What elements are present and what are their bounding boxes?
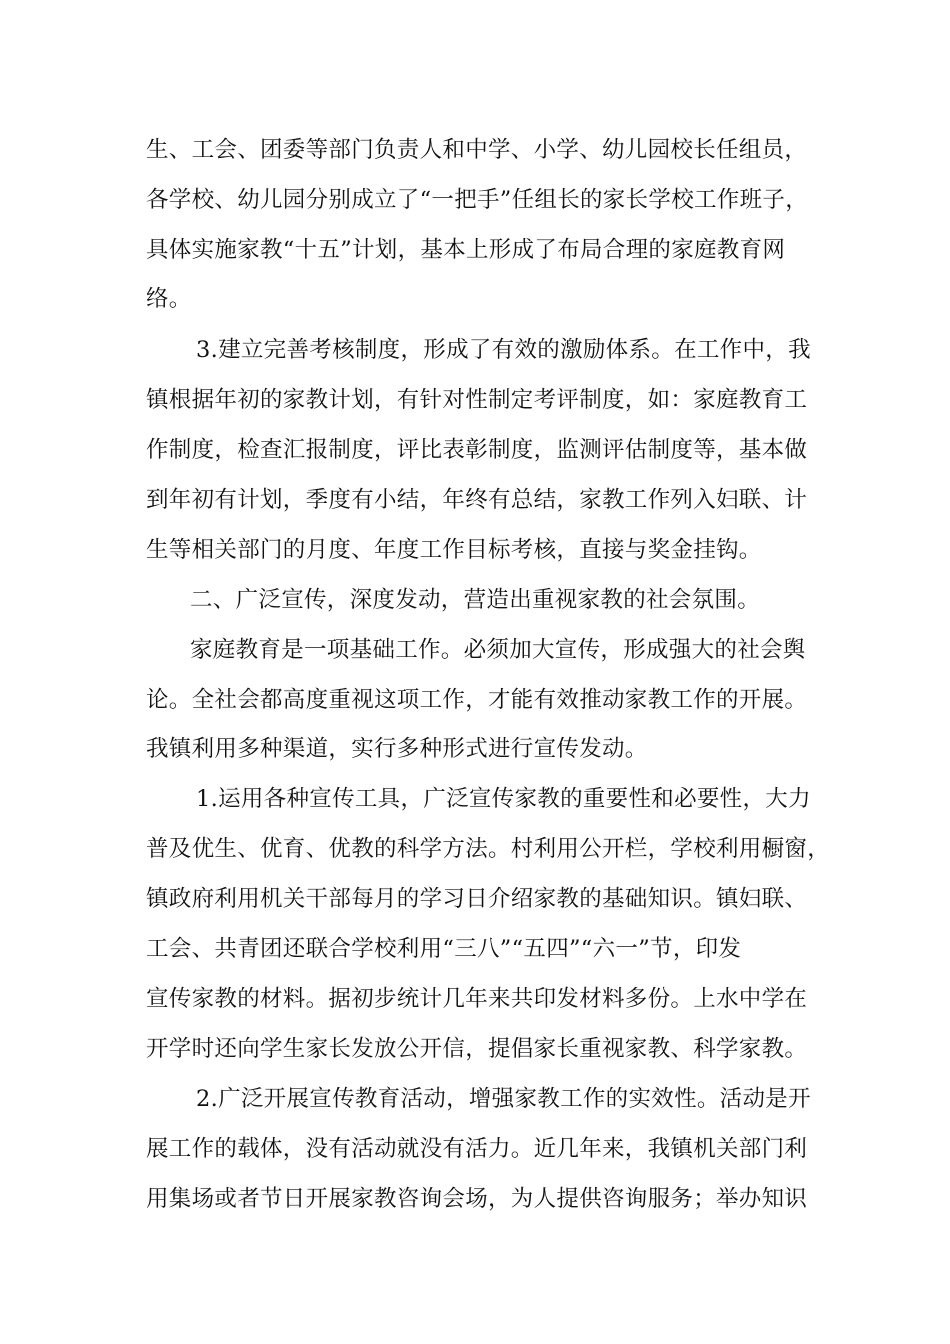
paragraph-start-line: 3.建立完善考核制度，形成了有效的激励体系。在工作中，我 <box>196 337 811 363</box>
text-line: 络。 <box>146 286 192 312</box>
text-line: 镇政府利用机关干部每月的学习日介绍家教的基础知识。镇妇联、 <box>146 886 808 912</box>
text-line: 宣传家教的材料。据初步统计几年来共印发材料多份。上水中学在 <box>146 986 808 1012</box>
text-line: 生等相关部门的月度、年度工作目标考核，直接与奖金挂钩。 <box>146 537 762 563</box>
paragraph-start-line: 1.运用各种宣传工具，广泛宣传家教的重要性和必要性，大力 <box>196 786 811 812</box>
paragraph-start-line: 2.广泛开展宣传教育活动，增强家教工作的实效性。活动是开 <box>196 1086 811 1112</box>
text-line: 具体实施家教“十五”计划，基本上形成了布局合理的家庭教育网 <box>146 237 786 263</box>
text-line: 作制度，检查汇报制度，评比表彰制度，监测评估制度等，基本做 <box>146 437 808 463</box>
text-line: 论。全社会都高度重视这项工作，才能有效推动家教工作的开展。 <box>146 687 808 713</box>
text-line: 开学时还向学生家长发放公开信，提倡家长重视家教、科学家教。 <box>146 1036 808 1062</box>
text-line: 工会、共青团还联合学校利用“三八”“五四”“六一”节，印发 <box>146 936 742 962</box>
text-line: 生、工会、团委等部门负责人和中学、小学、幼儿园校长任组员， <box>146 137 808 163</box>
text-line: 我镇利用多种渠道，实行多种形式进行宣传发动。 <box>146 736 648 762</box>
text-line: 镇根据年初的家教计划，有针对性制定考评制度，如：家庭教育工 <box>146 387 808 413</box>
paragraph-start-line: 家庭教育是一项基础工作。必须加大宣传，形成强大的社会舆 <box>190 637 806 663</box>
text-line: 用集场或者节日开展家教咨询会场，为人提供咨询服务；举办知识 <box>146 1186 808 1212</box>
text-line: 展工作的载体，没有活动就没有活力。近几年来，我镇机关部门利 <box>146 1136 808 1162</box>
text-line: 到年初有计划，季度有小结，年终有总结，家教工作列入妇联、计 <box>146 487 808 513</box>
text-line: 各学校、幼儿园分别成立了“一把手”任组长的家长学校工作班子， <box>146 187 809 213</box>
text-line: 普及优生、优育、优教的科学方法。村利用公开栏，学校利用橱窗， <box>146 836 831 862</box>
section-heading: 二、广泛宣传，深度发动，营造出重视家教的社会氛围。 <box>190 587 761 613</box>
